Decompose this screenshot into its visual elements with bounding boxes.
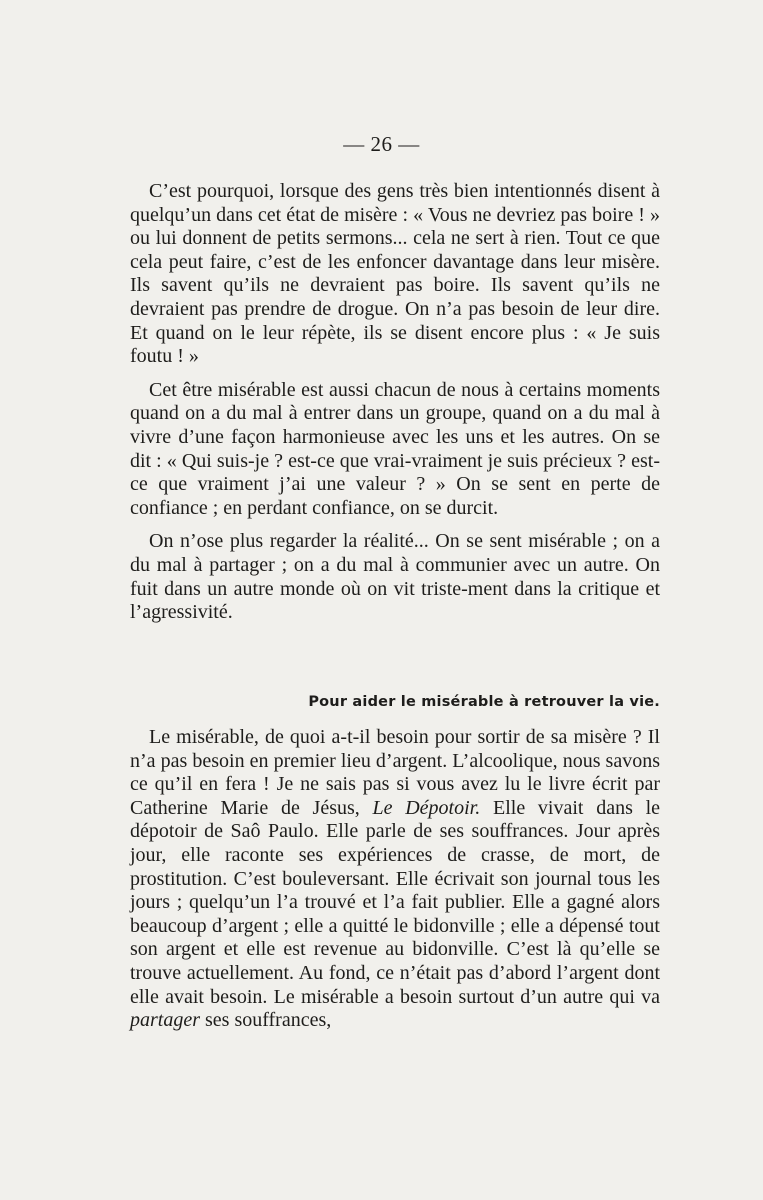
paragraph-4-part-1: Le misérable, de quoi a-t-il besoin pour sortir de sa misère ? Il n’a pas besoin en premier lieu d’argent. L’alcoolique, nous savons ce qu’il en fera ! Je ne sais pas si vous avez lu le livre écrit par Catherine Marie de Jésus,	[130, 726, 660, 819]
page-number: — 26 —	[343, 132, 420, 156]
paragraph-4	[130, 726, 660, 1033]
paragraph-4-part-3: ses souffrances,	[205, 1009, 332, 1032]
body-text-top	[130, 180, 660, 625]
paragraph-2: Cet être misérable est aussi chacun de nous à certains moments quand on a du mal à entrer dans un groupe, quand on a du mal à vivre d’une façon harmonieuse avec les uns et les autres. On se dit : « Qui suis-je ? est-ce que vrai-vraiment je suis précieux ? est-ce que vraiment j’ai une valeur ? » On se sent en perte de confiance ; en perdant confiance, on se durcit.	[130, 378, 660, 519]
paragraph-4-part-2: Elle vivait dans le dépotoir de Saô Paulo. Elle parle de ses souffrances. Jour après jour, elle raconte ses expériences de crasse, de mort, de prostitution. C’est bouleversant. Elle écrivait son journal tous les jours ; quelqu’un l’a trouvé et l’a fait publier. Elle a gagné alors beaucoup d’argent ; elle a quitté le bidonville ; elle a dépensé tout son argent et elle est revenue au bidonville. C’est là qu’elle se trouve actuellement. Au fond, ce n’était pas d’abord l’argent dont elle avait besoin. Le misérable a besoin surtout d’un autre qui va	[130, 796, 661, 1008]
paragraph-1: C’est pourquoi, lorsque des gens très bien intentionnés disent à quelqu’un dans cet état de misère : « Vous ne devriez pas boire ! » ou lui donnent de petits sermons... cela ne sert à rien. Tout ce que cela peut faire, c’est de les enfoncer davantage dans leur misère. Ils savent qu’ils ne devraient pas boire. Ils savent qu’ils ne devraient pas prendre de drogue. On n’a pas besoin de leur dire. Et quand on le leur répète, ils se disent encore plus : « Je suis foutu ! »	[130, 180, 660, 368]
book-title: Le Dépotoir.	[372, 796, 481, 819]
emphasized-word: partager	[130, 1009, 200, 1032]
body-text-bottom	[130, 726, 660, 1033]
paragraph-3: On n’ose plus regarder la réalité... On se sent misérable ; on a du mal à partager ; on a du mal à communier avec un autre. On fuit dans un autre monde où on vit triste-ment dans la critique et l’agressivité.	[130, 530, 660, 624]
section-heading: Pour aider le misérable à retrouver la vie.	[308, 694, 660, 710]
